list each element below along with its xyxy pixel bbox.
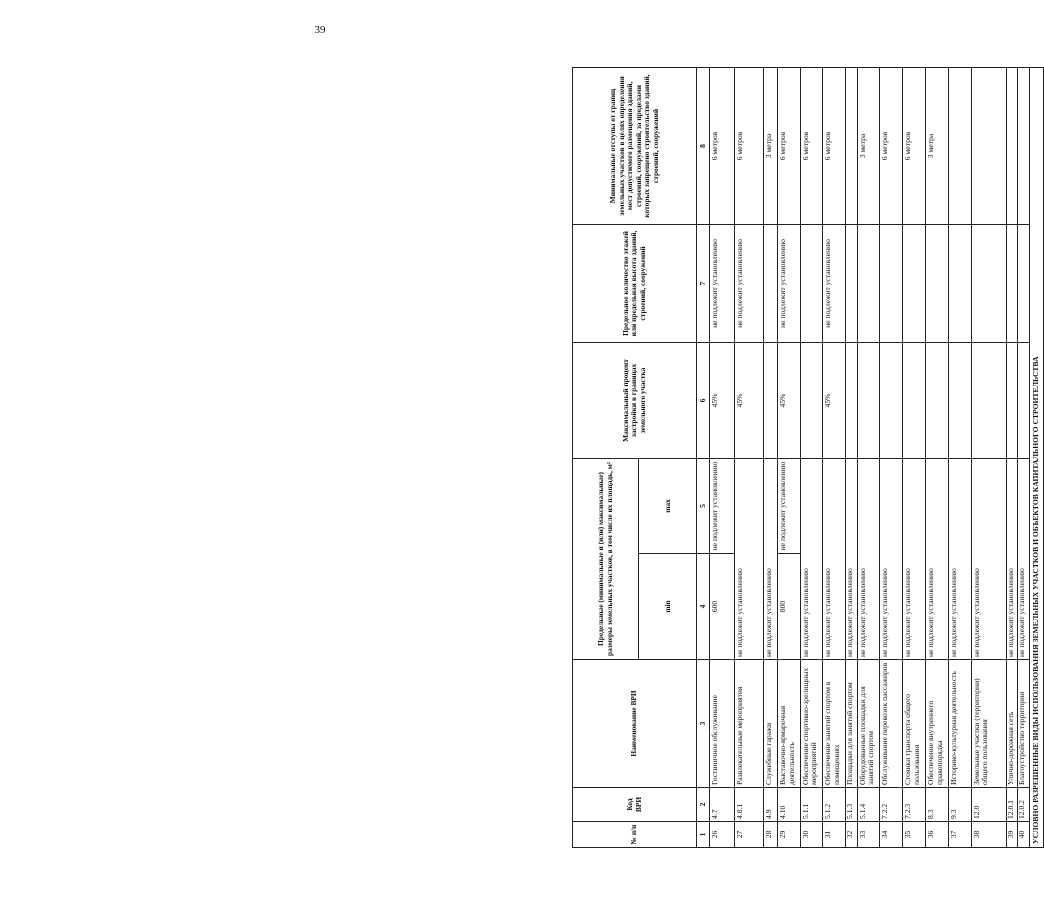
row-min-max: не подлежит установлению (971, 458, 1006, 659)
row-setback: 3 метра (857, 67, 880, 224)
row-floors (857, 224, 880, 342)
row-min-max: не подлежит установлению (735, 458, 764, 659)
row-setback (971, 67, 1006, 224)
row-floors (903, 224, 926, 342)
row-setback: 6 метров (800, 67, 823, 224)
row-code: 4.8.1 (735, 788, 764, 822)
row-percent: 45% (777, 342, 800, 458)
row-no: 38 (971, 822, 1006, 848)
row-code: 5.1.3 (846, 788, 857, 822)
header-name: Наименование ВРИ (573, 660, 697, 788)
table-row (777, 67, 800, 847)
row-percent (971, 342, 1006, 458)
row-percent (857, 342, 880, 458)
row-code: 8.3 (926, 788, 949, 822)
row-setback (1006, 67, 1017, 224)
row-name: Стоянки транспорта общего пользования (903, 660, 926, 788)
col-number: 7 (697, 224, 709, 342)
row-min-max: не подлежит установлению (857, 458, 880, 659)
row-floors (800, 224, 823, 342)
row-setback: 6 метров (823, 67, 846, 224)
row-percent (903, 342, 926, 458)
table-row (764, 67, 777, 847)
row-code: 9.3 (948, 788, 971, 822)
row-no: 37 (948, 822, 971, 848)
row-name: Гостиничное обслуживание (709, 660, 735, 788)
row-name: Обеспечение внутреннего правопорядка (926, 660, 949, 788)
row-name: Обслуживание перевозок пассажиров (880, 660, 903, 788)
row-min: 600 (709, 554, 735, 660)
row-code: 5.1.2 (823, 788, 846, 822)
row-no: 34 (880, 822, 903, 848)
row-floors (1006, 224, 1017, 342)
row-setback: 6 метров (777, 67, 800, 224)
row-name: Благоустройство территории (1018, 660, 1029, 788)
header-code: Код ВРИ (573, 788, 697, 822)
row-code: 5.1.1 (800, 788, 823, 822)
row-min-max: не подлежит установлению (903, 458, 926, 659)
row-code: 5.1.4 (857, 788, 880, 822)
row-min-max: не подлежит установлению (926, 458, 949, 659)
row-percent: 45% (735, 342, 764, 458)
row-floors (948, 224, 971, 342)
column-number-row (697, 67, 709, 847)
table-row (1006, 67, 1017, 847)
table-row (709, 67, 735, 847)
row-name: Историко-культурная деятельность (948, 660, 971, 788)
row-min-max: не подлежит установлению (764, 458, 777, 659)
table-row (823, 67, 846, 847)
rotated-table-wrapper (572, 68, 1044, 848)
col-number: 4 (697, 554, 709, 660)
row-code: 12.0.2 (1018, 788, 1029, 822)
table-row (903, 67, 926, 847)
row-floors (971, 224, 1006, 342)
row-no: 31 (823, 822, 846, 848)
row-percent (948, 342, 971, 458)
row-floors: не подлежит установлению (777, 224, 800, 342)
row-min-max: не подлежит установлению (846, 458, 857, 659)
zoning-table (572, 67, 1044, 848)
row-min-max: не подлежит установлению (1006, 458, 1017, 659)
row-min-max: не подлежит установлению (948, 458, 971, 659)
row-setback (1018, 67, 1029, 224)
row-name: Улично-дорожная сеть (1006, 660, 1017, 788)
col-number: 5 (697, 458, 709, 553)
table-row (926, 67, 949, 847)
row-no: 35 (903, 822, 926, 848)
row-code: 4.7 (709, 788, 735, 822)
row-setback: 3 метра (926, 67, 949, 224)
row-code: 12.0.1 (1006, 788, 1017, 822)
row-min-max: не подлежит установлению (1018, 458, 1029, 659)
row-floors (846, 224, 857, 342)
header-max: max (639, 458, 697, 553)
row-percent (1018, 342, 1029, 458)
row-no: 33 (857, 822, 880, 848)
header-min: min (639, 554, 697, 660)
row-code: 4.10 (777, 788, 800, 822)
row-code: 4.9 (764, 788, 777, 822)
header-floors: Предельное количество этажей или предельная высота зданий, строений, сооружений (573, 224, 697, 342)
row-floors: не подлежит установлению (823, 224, 846, 342)
row-name: Обеспечение спортивно-зрелищных мероприятий (800, 660, 823, 788)
col-number: 3 (697, 660, 709, 788)
row-percent: 45% (709, 342, 735, 458)
header-area: Предельные (минимальные и (или) максимальные) размеры земельных участков, в том числе их площадь, м² (573, 458, 639, 659)
row-min: 800 (777, 554, 800, 660)
table-row (735, 67, 764, 847)
row-setback: 6 метров (880, 67, 903, 224)
header-no: № п/п (573, 822, 697, 848)
table-row (857, 67, 880, 847)
table-row (971, 67, 1006, 847)
table-row (948, 67, 971, 847)
page-number: 39 (314, 24, 326, 36)
row-setback: 6 метров (735, 67, 764, 224)
row-setback: 3 метра (764, 67, 777, 224)
row-setback (948, 67, 971, 224)
col-number: 2 (697, 788, 709, 822)
row-no: 36 (926, 822, 949, 848)
row-no: 28 (764, 822, 777, 848)
row-floors: не подлежит установлению (735, 224, 764, 342)
row-percent (800, 342, 823, 458)
conditional-uses-heading-row (1029, 67, 1043, 847)
row-no: 32 (846, 822, 857, 848)
row-floors: не подлежит установлению (709, 224, 735, 342)
row-name: Земельные участки (территории) общего пользования (971, 660, 1006, 788)
row-percent (846, 342, 857, 458)
row-max: не подлежит установлению (709, 458, 735, 553)
row-name: Обеспечение занятий спортом в помещениях (823, 660, 846, 788)
row-name: Служебные гаражи (764, 660, 777, 788)
row-no: 29 (777, 822, 800, 848)
col-number: 8 (697, 67, 709, 224)
row-no: 39 (1006, 822, 1017, 848)
col-number: 6 (697, 342, 709, 458)
row-setback: 6 метров (903, 67, 926, 224)
row-floors (764, 224, 777, 342)
row-code: 7.2.3 (903, 788, 926, 822)
header-setback: Минимальные отступы от границ земельных участков в целях определения мест допустимого размещения зданий, строений, сооружений, за пределами которых запрещено строительство зданий, строений, сооружений (573, 67, 697, 224)
row-floors (880, 224, 903, 342)
table-row (1018, 67, 1029, 847)
header-row-1 (573, 67, 639, 847)
row-no: 27 (735, 822, 764, 848)
table-row (800, 67, 823, 847)
row-percent (764, 342, 777, 458)
row-percent (926, 342, 949, 458)
table-row (846, 67, 857, 847)
row-code: 12.0 (971, 788, 1006, 822)
row-name: Площадки для занятий спортом (846, 660, 857, 788)
row-min-max: не подлежит установлению (880, 458, 903, 659)
row-floors (926, 224, 949, 342)
row-code: 7.2.2 (880, 788, 903, 822)
row-name: Развлекательные мероприятия (735, 660, 764, 788)
row-name: Выставочно-ярмарочная деятельность (777, 660, 800, 788)
col-number: 1 (697, 822, 709, 848)
row-percent (1006, 342, 1017, 458)
row-name: Оборудованные площадки для занятий спортом (857, 660, 880, 788)
row-setback: 6 метров (709, 67, 735, 224)
row-no: 40 (1018, 822, 1029, 848)
row-percent: 45% (823, 342, 846, 458)
row-setback (846, 67, 857, 224)
row-no: 30 (800, 822, 823, 848)
row-percent (880, 342, 903, 458)
row-min-max: не подлежит установлению (800, 458, 823, 659)
conditional-uses-heading: УСЛОВНО РАЗРЕШЕННЫЕ ВИДЫ ИСПОЛЬЗОВАНИЯ ЗЕМЕЛЬНЫХ УЧАСТКОВ И ОБЪЕКТОВ КАПИТАЛЬНОГО СТРОИТЕЛЬСТВА (1029, 67, 1043, 847)
row-floors (1018, 224, 1029, 342)
table-row (880, 67, 903, 847)
row-min-max: не подлежит установлению (823, 458, 846, 659)
header-percent: Максимальный процент застройки в границах земельного участка (573, 342, 697, 458)
row-max: не подлежит установлению (777, 458, 800, 553)
row-no: 26 (709, 822, 735, 848)
